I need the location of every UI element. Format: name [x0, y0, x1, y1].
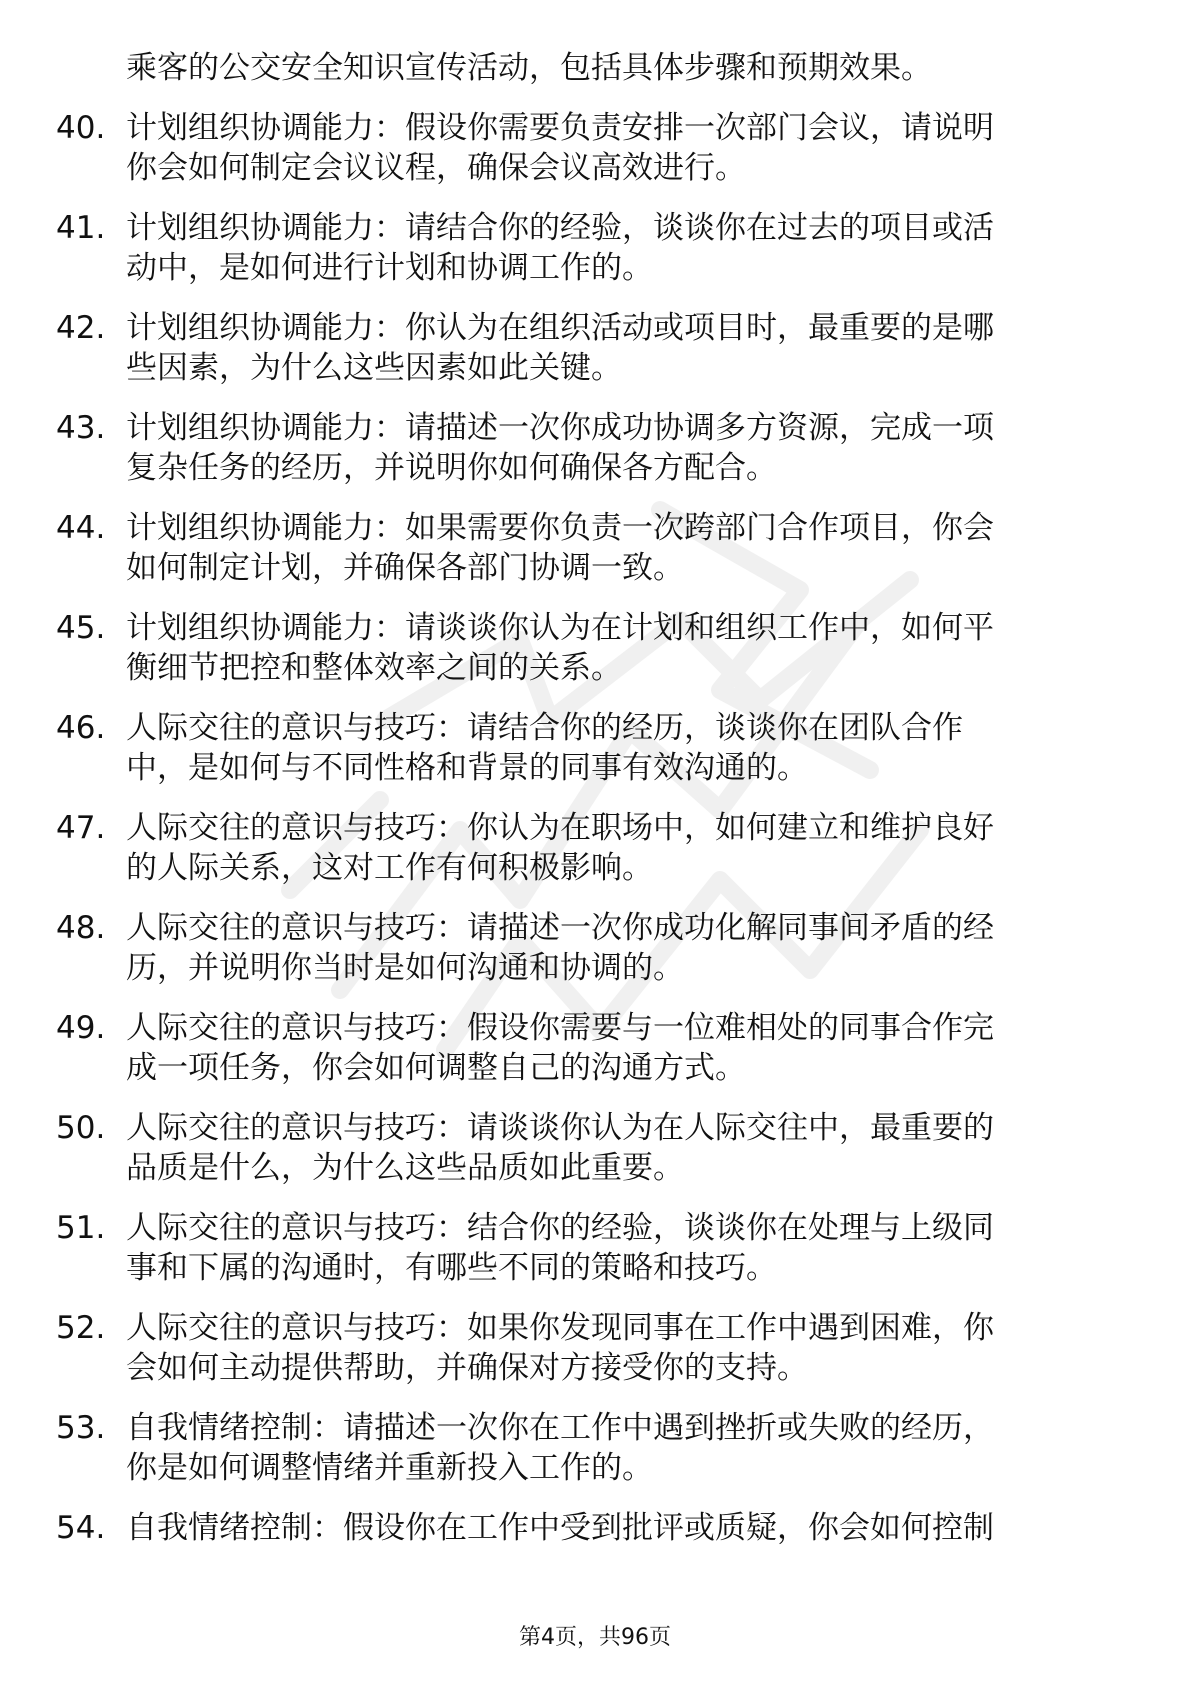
question-text: [126, 1308, 1126, 1388]
question-text-line-2: 你是如何调整情绪并重新投入工作的。: [126, 1450, 653, 1486]
question-text-line-1: 计划组织协调能力：假设你需要负责安排一次部门会议，请说明: [126, 110, 994, 146]
question-text-line-1: 计划组织协调能力：请谈谈你认为在计划和组织工作中，如何平: [126, 610, 994, 646]
question-item-50: [56, 1108, 1136, 1188]
question-text: [126, 108, 1126, 188]
question-number: 49.: [56, 1010, 106, 1046]
question-item-48: [56, 908, 1136, 988]
question-item-43: [56, 408, 1136, 488]
question-text: [126, 1408, 1126, 1488]
question-text-line-2: 的人际关系，这对工作有何积极影响。: [126, 850, 653, 886]
question-item-45: [56, 608, 1136, 688]
question-text-line-1: 人际交往的意识与技巧：请描述一次你成功化解同事间矛盾的经: [126, 910, 994, 946]
question-number: 46.: [56, 710, 106, 746]
question-text: [126, 308, 1126, 388]
question-text-line-1: 计划组织协调能力：如果需要你负责一次跨部门合作项目，你会: [126, 510, 994, 546]
question-text: [126, 1508, 1126, 1548]
question-text-line-1: 人际交往的意识与技巧：结合你的经验，谈谈你在处理与上级同: [126, 1210, 994, 1246]
question-number: 51.: [56, 1210, 106, 1246]
page-footer: 第4页，共96页: [519, 1625, 671, 1650]
question-text-line-2: 你会如何制定会议议程，确保会议高效进行。: [126, 150, 746, 186]
question-text-line-1: 计划组织协调能力：你认为在组织活动或项目时，最重要的是哪: [126, 310, 994, 346]
question-number: 48.: [56, 910, 106, 946]
question-text-line-1: 计划组织协调能力：请描述一次你成功协调多方资源，完成一项: [126, 410, 994, 446]
question-text-line-2: 事和下属的沟通时，有哪些不同的策略和技巧。: [126, 1250, 777, 1286]
question-number: 42.: [56, 310, 106, 346]
question-item-54: [56, 1508, 1136, 1548]
question-text-line-2: 复杂任务的经历，并说明你如何确保各方配合。: [126, 450, 777, 486]
question-text: [126, 508, 1126, 588]
question-number: 44.: [56, 510, 106, 546]
question-text: [126, 908, 1126, 988]
question-text-line-2: 成一项任务，你会如何调整自己的沟通方式。: [126, 1050, 746, 1086]
question-text: [126, 608, 1126, 688]
question-item-52: [56, 1308, 1136, 1388]
question-item-49: [56, 1008, 1136, 1088]
question-number: 47.: [56, 810, 106, 846]
question-text-line-2: 些因素，为什么这些因素如此关键。: [126, 350, 622, 386]
question-text-line-1: 自我情绪控制：假设你在工作中受到批评或质疑，你会如何控制: [126, 1510, 994, 1546]
question-item-40: [56, 108, 1136, 188]
question-item-51: [56, 1208, 1136, 1288]
question-text: [126, 1008, 1126, 1088]
question-item-41: [56, 208, 1136, 288]
question-number: 40.: [56, 110, 106, 146]
question-text-line-2: 中，是如何与不同性格和背景的同事有效沟通的。: [126, 750, 808, 786]
question-number: 53.: [56, 1410, 106, 1446]
question-list: [56, 48, 1136, 1568]
question-text-line-2: 衡细节把控和整体效率之间的关系。: [126, 650, 622, 686]
question-text: [126, 1108, 1126, 1188]
question-number: 45.: [56, 610, 106, 646]
question-text-line-1: 人际交往的意识与技巧：假设你需要与一位难相处的同事合作完: [126, 1010, 994, 1046]
question-text: [126, 408, 1126, 488]
question-text: [126, 808, 1126, 888]
question-text-line-1: 人际交往的意识与技巧：如果你发现同事在工作中遇到困难，你: [126, 1310, 994, 1346]
question-item-47: [56, 808, 1136, 888]
question-number: 41.: [56, 210, 106, 246]
question-text: [126, 208, 1126, 288]
continued-question-text: 乘客的公交安全知识宣传活动，包括具体步骤和预期效果。: [126, 50, 932, 86]
question-text-line-2: 会如何主动提供帮助，并确保对方接受你的支持。: [126, 1350, 808, 1386]
question-number: 50.: [56, 1110, 106, 1146]
question-text: [126, 1208, 1126, 1288]
question-number: 43.: [56, 410, 106, 446]
question-text-line-1: 自我情绪控制：请描述一次你在工作中遇到挫折或失败的经历，: [126, 1410, 994, 1446]
question-text: [126, 708, 1126, 788]
question-text-line-2: 如何制定计划，并确保各部门协调一致。: [126, 550, 684, 586]
question-text-line-1: 人际交往的意识与技巧：请结合你的经历，谈谈你在团队合作: [126, 710, 963, 746]
question-item-53: [56, 1408, 1136, 1488]
question-number: 54.: [56, 1510, 106, 1546]
question-text-line-2: 品质是什么，为什么这些品质如此重要。: [126, 1150, 684, 1186]
question-item-46: [56, 708, 1136, 788]
question-text-line-2: 历，并说明你当时是如何沟通和协调的。: [126, 950, 684, 986]
question-text-line-1: 计划组织协调能力：请结合你的经验，谈谈你在过去的项目或活: [126, 210, 994, 246]
question-text-line-1: 人际交往的意识与技巧：你认为在职场中，如何建立和维护良好: [126, 810, 994, 846]
question-item-44: [56, 508, 1136, 588]
question-number: 52.: [56, 1310, 106, 1346]
question-text-line-1: 人际交往的意识与技巧：请谈谈你认为在人际交往中，最重要的: [126, 1110, 994, 1146]
question-item-42: [56, 308, 1136, 388]
question-text-line-2: 动中，是如何进行计划和协调工作的。: [126, 250, 653, 286]
